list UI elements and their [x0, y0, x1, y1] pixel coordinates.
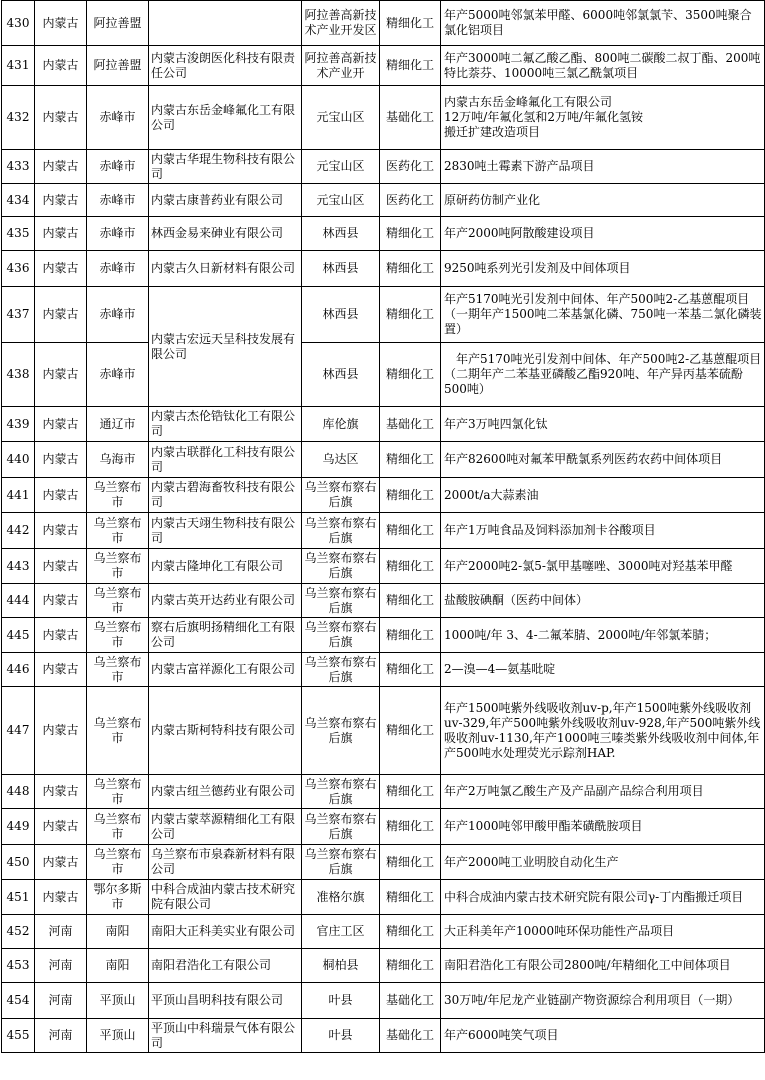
province-cell: 内蒙古 [35, 343, 87, 407]
province-cell: 内蒙古 [35, 251, 87, 287]
table-row [2, 687, 765, 775]
industry-type-cell: 精细化工 [380, 251, 441, 287]
project-cell: 年产5000吨邻氯苯甲醛、6000吨邻氯氯苄、3500吨聚合氯化铝项目 [441, 1, 765, 46]
city-cell: 乌兰察布市 [87, 513, 149, 549]
table-row [2, 513, 765, 549]
district-cell: 元宝山区 [302, 184, 380, 217]
table-row [2, 478, 765, 513]
city-cell: 赤峰市 [87, 150, 149, 184]
industry-type-cell: 精细化工 [380, 1, 441, 46]
table-row [2, 1, 765, 46]
row-number-cell: 430 [2, 1, 35, 46]
table-row [2, 915, 765, 949]
table-row [2, 407, 765, 442]
company-cell: 平顶山昌明科技有限公司 [149, 983, 302, 1019]
district-cell: 元宝山区 [302, 86, 380, 150]
project-cell: 年产6000吨笑气项目 [441, 1019, 765, 1053]
city-cell: 阿拉善盟 [87, 46, 149, 86]
table-body [2, 1, 765, 1053]
row-number-cell: 431 [2, 46, 35, 86]
row-number-cell: 445 [2, 618, 35, 653]
table-row [2, 983, 765, 1019]
industry-type-cell: 精细化工 [380, 809, 441, 845]
industry-type-cell: 精细化工 [380, 949, 441, 983]
table-row [2, 287, 765, 343]
industry-type-cell: 精细化工 [380, 287, 441, 343]
city-cell: 阿拉善盟 [87, 1, 149, 46]
industry-type-cell: 精细化工 [380, 478, 441, 513]
row-number-cell: 449 [2, 809, 35, 845]
city-cell: 乌海市 [87, 442, 149, 478]
company-cell: 内蒙古浚朗医化科技有限责任公司 [149, 46, 302, 86]
table-row [2, 653, 765, 687]
project-cell: 2—溴—4—氨基吡啶 [441, 653, 765, 687]
row-number-cell: 454 [2, 983, 35, 1019]
city-cell: 乌兰察布市 [87, 618, 149, 653]
table-row [2, 845, 765, 880]
company-cell: 南阳君浩化工有限公司 [149, 949, 302, 983]
city-cell: 乌兰察布市 [87, 653, 149, 687]
city-cell: 乌兰察布市 [87, 478, 149, 513]
industry-type-cell: 精细化工 [380, 618, 441, 653]
industry-type-cell: 精细化工 [380, 442, 441, 478]
company-cell: 内蒙古斯柯特科技有限公司 [149, 687, 302, 775]
province-cell: 内蒙古 [35, 442, 87, 478]
row-number-cell: 444 [2, 584, 35, 618]
industry-type-cell: 基础化工 [380, 983, 441, 1019]
row-number-cell: 443 [2, 549, 35, 584]
row-number-cell: 452 [2, 915, 35, 949]
province-cell: 内蒙古 [35, 287, 87, 343]
city-cell: 通辽市 [87, 407, 149, 442]
city-cell: 平顶山 [87, 1019, 149, 1053]
table-row [2, 880, 765, 915]
company-cell: 内蒙古联群化工科技有限公司 [149, 442, 302, 478]
project-cell: 原研药仿制产业化 [441, 184, 765, 217]
project-cell: 年产3000吨二氟乙酸乙酯、800吨二碳酸二叔丁酯、200吨特比萘芬、10000吨三氯乙酰氯项目 [441, 46, 765, 86]
project-cell: 年产2000吨阿散酸建设项目 [441, 217, 765, 251]
row-number-cell: 432 [2, 86, 35, 150]
province-cell: 内蒙古 [35, 1, 87, 46]
province-cell: 内蒙古 [35, 880, 87, 915]
district-cell: 乌兰察布察右后旗 [302, 775, 380, 809]
project-cell: 盐酸胺碘酮（医药中间体） [441, 584, 765, 618]
company-cell: 乌兰察布市泉森新材料有限公司 [149, 845, 302, 880]
city-cell: 赤峰市 [87, 343, 149, 407]
row-number-cell: 441 [2, 478, 35, 513]
company-cell: 中科合成油内蒙古技术研究院有限公司 [149, 880, 302, 915]
company-cell: 林西金易来砷业有限公司 [149, 217, 302, 251]
province-cell: 河南 [35, 949, 87, 983]
project-cell: 年产1500吨紫外线吸收剂uv-p,年产1500吨紫外线吸收剂uv-329,年产500吨紫外线吸收剂uv-928,年产500吨紫外线吸收剂uv-1130,年产1000吨三嗪类紫外线吸收剂中间体,年产500吨水处理荧光示踪剂HAP. [441, 687, 765, 775]
table-row [2, 86, 765, 150]
province-cell: 内蒙古 [35, 513, 87, 549]
industry-type-cell: 精细化工 [380, 513, 441, 549]
city-cell: 乌兰察布市 [87, 775, 149, 809]
company-cell: 内蒙古宏远天呈科技发展有限公司 [149, 287, 302, 407]
row-number-cell: 438 [2, 343, 35, 407]
row-number-cell: 434 [2, 184, 35, 217]
table-row [2, 809, 765, 845]
row-number-cell: 442 [2, 513, 35, 549]
industry-type-cell: 精细化工 [380, 915, 441, 949]
industry-type-cell: 精细化工 [380, 217, 441, 251]
province-cell: 内蒙古 [35, 217, 87, 251]
row-number-cell: 446 [2, 653, 35, 687]
row-number-cell: 450 [2, 845, 35, 880]
city-cell: 南阳 [87, 915, 149, 949]
industry-type-cell: 精细化工 [380, 775, 441, 809]
company-cell: 内蒙古蒙萃源精细化工有限公司 [149, 809, 302, 845]
table-row [2, 584, 765, 618]
table-row [2, 251, 765, 287]
industry-type-cell: 精细化工 [380, 687, 441, 775]
district-cell: 叶县 [302, 1019, 380, 1053]
industry-type-cell: 精细化工 [380, 46, 441, 86]
city-cell: 乌兰察布市 [87, 809, 149, 845]
district-cell: 乌兰察布察右后旗 [302, 618, 380, 653]
industry-type-cell: 精细化工 [380, 845, 441, 880]
industry-type-cell: 精细化工 [380, 653, 441, 687]
district-cell: 阿拉善高新技术产业开 [302, 46, 380, 86]
table-row [2, 442, 765, 478]
industry-type-cell: 基础化工 [380, 86, 441, 150]
project-cell: 9250吨系列光引发剂及中间体项目 [441, 251, 765, 287]
row-number-cell: 447 [2, 687, 35, 775]
province-cell: 内蒙古 [35, 775, 87, 809]
city-cell: 乌兰察布市 [87, 584, 149, 618]
district-cell: 乌达区 [302, 442, 380, 478]
district-cell: 乌兰察布察右后旗 [302, 478, 380, 513]
row-number-cell: 436 [2, 251, 35, 287]
project-cell: 中科合成油内蒙古技术研究院有限公司γ-丁内酯搬迁项目 [441, 880, 765, 915]
table-row [2, 46, 765, 86]
city-cell: 赤峰市 [87, 287, 149, 343]
company-cell: 内蒙古英开达药业有限公司 [149, 584, 302, 618]
project-cell: 年产1万吨食品及饲料添加剂卡谷酸项目 [441, 513, 765, 549]
province-cell: 内蒙古 [35, 478, 87, 513]
province-cell: 河南 [35, 915, 87, 949]
district-cell: 乌兰察布察右后旗 [302, 687, 380, 775]
city-cell: 乌兰察布市 [87, 845, 149, 880]
industry-type-cell: 精细化工 [380, 584, 441, 618]
province-cell: 内蒙古 [35, 549, 87, 584]
city-cell: 乌兰察布市 [87, 549, 149, 584]
row-number-cell: 455 [2, 1019, 35, 1053]
district-cell: 元宝山区 [302, 150, 380, 184]
row-number-cell: 437 [2, 287, 35, 343]
city-cell: 赤峰市 [87, 251, 149, 287]
project-cell: 大正科美年产10000吨环保功能性产品项目 [441, 915, 765, 949]
province-cell: 内蒙古 [35, 46, 87, 86]
company-cell: 内蒙古华琨生物科技有限公司 [149, 150, 302, 184]
district-cell: 叶县 [302, 983, 380, 1019]
company-cell: 察右后旗明扬精细化工有限公司 [149, 618, 302, 653]
table-row [2, 1019, 765, 1053]
company-cell: 平顶山中科瑞景气体有限公司 [149, 1019, 302, 1053]
city-cell: 鄂尔多斯市 [87, 880, 149, 915]
row-number-cell: 440 [2, 442, 35, 478]
district-cell: 林西县 [302, 251, 380, 287]
province-cell: 内蒙古 [35, 86, 87, 150]
project-cell: 年产2000吨2-氯5-氯甲基噻唑、3000吨对羟基苯甲醛 [441, 549, 765, 584]
industry-type-cell: 医药化工 [380, 150, 441, 184]
district-cell: 桐柏县 [302, 949, 380, 983]
city-cell: 南阳 [87, 949, 149, 983]
province-cell: 内蒙古 [35, 687, 87, 775]
project-cell: 南阳君浩化工有限公司2800吨/年精细化工中间体项目 [441, 949, 765, 983]
project-table [1, 0, 765, 1053]
table-row [2, 618, 765, 653]
district-cell: 乌兰察布察右后旗 [302, 549, 380, 584]
province-cell: 内蒙古 [35, 150, 87, 184]
province-cell: 内蒙古 [35, 407, 87, 442]
industry-type-cell: 精细化工 [380, 549, 441, 584]
project-cell: 年产2万吨氯乙酸生产及产品副产品综合利用项目 [441, 775, 765, 809]
company-cell: 南阳大正科美实业有限公司 [149, 915, 302, 949]
city-cell: 平顶山 [87, 983, 149, 1019]
company-cell [149, 1, 302, 46]
table-row [2, 343, 765, 407]
project-cell: 年产5170吨光引发剂中间体、年产500吨2-乙基蒽醌项目（二期年产二苯基亚磷酸乙酯920吨、年产异丙基苯硫酚500吨） [441, 343, 765, 407]
company-cell: 内蒙古东岳金峰氟化工有限公司 [149, 86, 302, 150]
row-number-cell: 433 [2, 150, 35, 184]
table-row [2, 549, 765, 584]
industry-type-cell: 基础化工 [380, 407, 441, 442]
district-cell: 库伦旗 [302, 407, 380, 442]
district-cell: 乌兰察布察右后旗 [302, 845, 380, 880]
row-number-cell: 439 [2, 407, 35, 442]
district-cell: 阿拉善高新技术产业开发区 [302, 1, 380, 46]
project-cell: 内蒙古东岳金峰氟化工有限公司 12万吨/年氟化氢和2万吨/年氟化氢铵 搬迁扩建改造项目 [441, 86, 765, 150]
province-cell: 内蒙古 [35, 584, 87, 618]
project-cell: 年产1000吨邻甲酸甲酯苯磺酰胺项目 [441, 809, 765, 845]
district-cell: 林西县 [302, 217, 380, 251]
company-cell: 内蒙古碧海畜牧科技有限公司 [149, 478, 302, 513]
project-cell: 年产3万吨四氯化钛 [441, 407, 765, 442]
district-cell: 乌兰察布察右后旗 [302, 584, 380, 618]
province-cell: 内蒙古 [35, 653, 87, 687]
row-number-cell: 448 [2, 775, 35, 809]
project-cell: 2000t/a大蒜素油 [441, 478, 765, 513]
table-row [2, 150, 765, 184]
company-cell: 内蒙古富祥源化工有限公司 [149, 653, 302, 687]
district-cell: 林西县 [302, 343, 380, 407]
row-number-cell: 451 [2, 880, 35, 915]
row-number-cell: 435 [2, 217, 35, 251]
project-cell: 年产2000吨工业明胶自动化生产 [441, 845, 765, 880]
province-cell: 内蒙古 [35, 618, 87, 653]
company-cell: 内蒙古天翊生物科技有限公司 [149, 513, 302, 549]
province-cell: 内蒙古 [35, 845, 87, 880]
table-row [2, 949, 765, 983]
project-cell: 1000吨/年 3、4-二氟苯腈、2000吨/年邻氯苯腈； [441, 618, 765, 653]
row-number-cell: 453 [2, 949, 35, 983]
district-cell: 准格尔旗 [302, 880, 380, 915]
district-cell: 官庄工区 [302, 915, 380, 949]
district-cell: 乌兰察布察右后旗 [302, 809, 380, 845]
table-row [2, 217, 765, 251]
city-cell: 赤峰市 [87, 217, 149, 251]
industry-type-cell: 医药化工 [380, 184, 441, 217]
company-cell: 内蒙古康普药业有限公司 [149, 184, 302, 217]
company-cell: 内蒙古杰伦锆钛化工有限公司 [149, 407, 302, 442]
province-cell: 河南 [35, 1019, 87, 1053]
city-cell: 乌兰察布市 [87, 687, 149, 775]
industry-type-cell: 精细化工 [380, 880, 441, 915]
city-cell: 赤峰市 [87, 86, 149, 150]
province-cell: 河南 [35, 983, 87, 1019]
table-row [2, 184, 765, 217]
company-cell: 内蒙古纽兰德药业有限公司 [149, 775, 302, 809]
district-cell: 乌兰察布察右后旗 [302, 653, 380, 687]
table-row [2, 775, 765, 809]
project-cell: 2830吨土霉素下游产品项目 [441, 150, 765, 184]
province-cell: 内蒙古 [35, 809, 87, 845]
industry-type-cell: 基础化工 [380, 1019, 441, 1053]
project-cell: 年产82600吨对氟苯甲酰氯系列医药农药中间体项目 [441, 442, 765, 478]
company-cell: 内蒙古久日新材料有限公司 [149, 251, 302, 287]
industry-type-cell: 精细化工 [380, 343, 441, 407]
city-cell: 赤峰市 [87, 184, 149, 217]
project-cell: 年产5170吨光引发剂中间体、年产500吨2-乙基蒽醌项目（一期年产1500吨二苯基氯化磷、750吨一苯基二氯化磷装置） [441, 287, 765, 343]
province-cell: 内蒙古 [35, 184, 87, 217]
company-cell: 内蒙古隆坤化工有限公司 [149, 549, 302, 584]
district-cell: 林西县 [302, 287, 380, 343]
project-cell: 30万吨/年尼龙产业链副产物资源综合利用项目（一期） [441, 983, 765, 1019]
district-cell: 乌兰察布察右后旗 [302, 513, 380, 549]
